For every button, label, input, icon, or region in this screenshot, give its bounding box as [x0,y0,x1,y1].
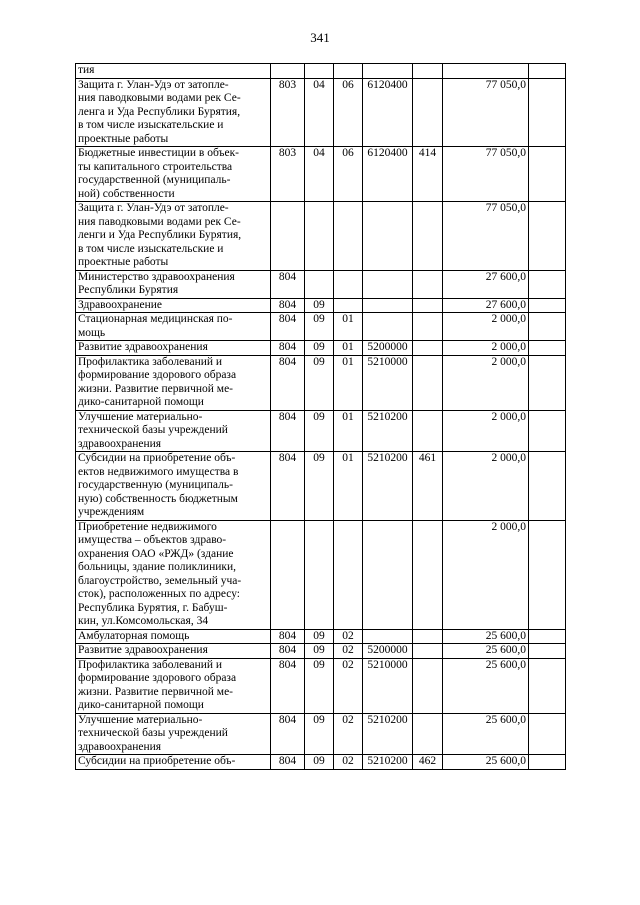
row-name-cell: Приобретение недвижимого имущества – объектов здраво- охранения ОАО «РЖД» (здание больницы, здание поликлиники, благоустройство, земельный уча- сток), расположенных по адресу: Республика Бурятия, г. Бабуш- кин, ул.Комсомольская, 34 [76,520,271,629]
section-code-cell: 09 [305,629,334,644]
table-row [76,313,566,341]
target-article-cell [363,629,413,644]
amount-cell [443,64,529,79]
table-row [76,452,566,521]
section-code-cell: 09 [305,298,334,313]
section-code-cell: 09 [305,713,334,755]
empty-cell [529,658,566,713]
subsection-code-cell: 02 [334,755,363,770]
subsection-code-cell: 01 [334,341,363,356]
section-code-cell [305,202,334,271]
row-name-cell: Бюджетные инвестиции в объек- ты капитального строительства государственной (муниципаль- ной) собственности [76,147,271,202]
expense-type-cell [413,78,443,147]
section-code-cell: 09 [305,313,334,341]
ministry-code-cell [271,202,305,271]
target-article-cell [363,298,413,313]
table-row [76,78,566,147]
section-code-cell: 09 [305,355,334,410]
table-row [76,755,566,770]
expense-type-cell: 414 [413,147,443,202]
empty-cell [529,147,566,202]
table-row [76,355,566,410]
ministry-code-cell [271,520,305,629]
expense-type-cell [413,313,443,341]
subsection-code-cell: 06 [334,78,363,147]
amount-cell: 77 050,0 [443,147,529,202]
table-row [76,202,566,271]
target-article-cell: 6120400 [363,147,413,202]
expense-type-cell [413,629,443,644]
amount-cell: 2 000,0 [443,520,529,629]
target-article-cell: 5210000 [363,658,413,713]
expense-type-cell [413,644,443,659]
row-name-cell: Развитие здравоохранения [76,341,271,356]
amount-cell: 2 000,0 [443,341,529,356]
table-row [76,629,566,644]
table-row [76,644,566,659]
ministry-code-cell: 804 [271,713,305,755]
target-article-cell: 5200000 [363,644,413,659]
subsection-code-cell: 02 [334,658,363,713]
expense-type-cell: 461 [413,452,443,521]
expense-type-cell [413,270,443,298]
row-name-cell: Улучшение материально- технической базы учреждений здравоохранения [76,410,271,452]
ministry-code-cell: 804 [271,452,305,521]
empty-cell [529,270,566,298]
amount-cell: 2 000,0 [443,452,529,521]
expense-type-cell [413,64,443,79]
budget-table [75,63,566,770]
table-row [76,341,566,356]
amount-cell: 25 600,0 [443,755,529,770]
row-name-cell: Защита г. Улан-Удэ от затопле- ния паводковыми водами рек Се- ленга и Уда Республики Бурятия, в том числе изыскательские и проектные работы [76,78,271,147]
ministry-code-cell: 803 [271,147,305,202]
expense-type-cell [413,202,443,271]
expense-type-cell [413,713,443,755]
table-row [76,64,566,79]
amount-cell: 77 050,0 [443,78,529,147]
subsection-code-cell [334,298,363,313]
subsection-code-cell [334,64,363,79]
empty-cell [529,452,566,521]
row-name-cell: Улучшение материально- технической базы учреждений здравоохранения [76,713,271,755]
table-row [76,713,566,755]
empty-cell [529,355,566,410]
subsection-code-cell [334,270,363,298]
amount-cell: 25 600,0 [443,658,529,713]
subsection-code-cell: 06 [334,147,363,202]
section-code-cell [305,520,334,629]
section-code-cell [305,270,334,298]
empty-cell [529,202,566,271]
table-row [76,410,566,452]
section-code-cell: 09 [305,452,334,521]
ministry-code-cell: 804 [271,629,305,644]
table-row [76,270,566,298]
target-article-cell [363,520,413,629]
subsection-code-cell: 01 [334,410,363,452]
section-code-cell: 09 [305,644,334,659]
target-article-cell: 5210000 [363,355,413,410]
expense-type-cell [413,410,443,452]
target-article-cell: 5200000 [363,341,413,356]
table-row [76,147,566,202]
section-code-cell: 09 [305,341,334,356]
expense-type-cell [413,658,443,713]
row-name-cell: Здравоохранение [76,298,271,313]
subsection-code-cell: 02 [334,629,363,644]
subsection-code-cell [334,202,363,271]
amount-cell: 27 600,0 [443,298,529,313]
target-article-cell [363,64,413,79]
section-code-cell: 04 [305,147,334,202]
amount-cell: 25 600,0 [443,629,529,644]
target-article-cell: 5210200 [363,713,413,755]
section-code-cell: 09 [305,410,334,452]
page-number: 341 [310,30,330,45]
subsection-code-cell: 01 [334,355,363,410]
empty-cell [529,755,566,770]
ministry-code-cell: 804 [271,755,305,770]
target-article-cell [363,313,413,341]
row-name-cell: Защита г. Улан-Удэ от затопле- ния паводковыми водами рек Се- ленги и Уда Республики Бурятия, в том числе изыскательские и проектные работы [76,202,271,271]
ministry-code-cell: 803 [271,78,305,147]
empty-cell [529,644,566,659]
row-name-cell: Министерство здравоохранения Республики Бурятия [76,270,271,298]
section-code-cell: 09 [305,755,334,770]
target-article-cell: 5210200 [363,452,413,521]
ministry-code-cell: 804 [271,341,305,356]
subsection-code-cell: 02 [334,713,363,755]
subsection-code-cell: 01 [334,313,363,341]
row-name-cell: Стационарная медицинская по- мощь [76,313,271,341]
expense-type-cell [413,520,443,629]
row-name-cell: тия [76,64,271,79]
empty-cell [529,410,566,452]
ministry-code-cell: 804 [271,298,305,313]
expense-type-cell [413,341,443,356]
amount-cell: 2 000,0 [443,355,529,410]
ministry-code-cell: 804 [271,270,305,298]
subsection-code-cell: 01 [334,452,363,521]
target-article-cell: 6120400 [363,78,413,147]
subsection-code-cell: 02 [334,644,363,659]
section-code-cell: 09 [305,658,334,713]
row-name-cell: Профилактика заболеваний и формирование здорового образа жизни. Развитие первичной ме- дико-санитарной помощи [76,355,271,410]
table-row [76,658,566,713]
ministry-code-cell: 804 [271,313,305,341]
row-name-cell: Развитие здравоохранения [76,644,271,659]
target-article-cell: 5210200 [363,755,413,770]
amount-cell: 2 000,0 [443,410,529,452]
empty-cell [529,341,566,356]
target-article-cell [363,270,413,298]
ministry-code-cell: 804 [271,658,305,713]
subsection-code-cell [334,520,363,629]
empty-cell [529,313,566,341]
empty-cell [529,64,566,79]
empty-cell [529,298,566,313]
amount-cell: 25 600,0 [443,644,529,659]
ministry-code-cell: 804 [271,410,305,452]
table-row [76,298,566,313]
ministry-code-cell [271,64,305,79]
empty-cell [529,520,566,629]
amount-cell: 25 600,0 [443,713,529,755]
target-article-cell [363,202,413,271]
amount-cell: 27 600,0 [443,270,529,298]
row-name-cell: Амбулаторная помощь [76,629,271,644]
table-row [76,520,566,629]
amount-cell: 77 050,0 [443,202,529,271]
ministry-code-cell: 804 [271,644,305,659]
row-name-cell: Субсидии на приобретение объ- [76,755,271,770]
section-code-cell: 04 [305,78,334,147]
empty-cell [529,629,566,644]
row-name-cell: Субсидии на приобретение объ- ектов недвижимого имущества в государственную (муниципаль- ную) собственность бюджетным учреждениям [76,452,271,521]
empty-cell [529,713,566,755]
ministry-code-cell: 804 [271,355,305,410]
target-article-cell: 5210200 [363,410,413,452]
expense-type-cell [413,355,443,410]
section-code-cell [305,64,334,79]
expense-type-cell: 462 [413,755,443,770]
amount-cell: 2 000,0 [443,313,529,341]
row-name-cell: Профилактика заболеваний и формирование здорового образа жизни. Развитие первичной ме- дико-санитарной помощи [76,658,271,713]
empty-cell [529,78,566,147]
expense-type-cell [413,298,443,313]
